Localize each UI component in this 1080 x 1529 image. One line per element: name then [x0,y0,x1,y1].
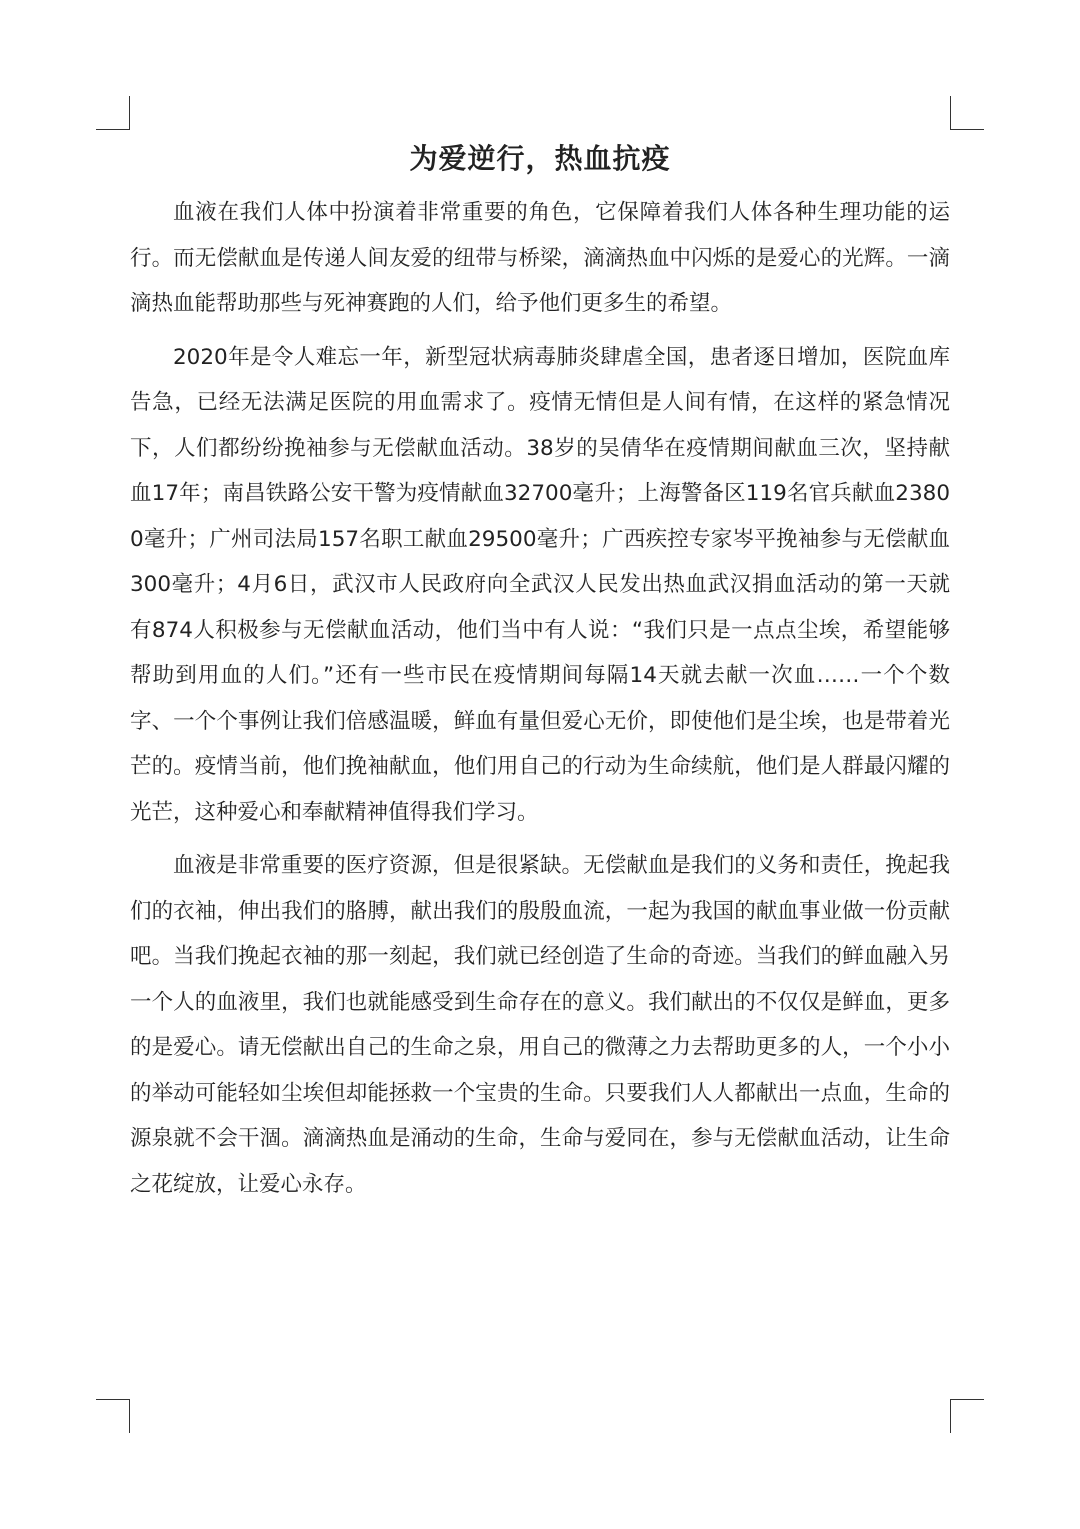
paragraph-1: 血液在我们人体中扮演着非常重要的角色，它保障着我们人体各种生理功能的运行。而无偿献血是传递人间友爱的纽带与桥梁，滴滴热血中闪烁的是爱心的光辉。一滴滴热血能帮助那些与死神赛跑的人们，给予他们更多生的希望。 [130,200,950,316]
page-corner-mark-bottom-left [96,1399,130,1433]
document-title: 为爱逆行，热血抗疫 [409,142,671,175]
document-body [130,136,950,1215]
page-corner-mark-top-left [96,96,130,130]
paragraph-2: 2020年是令人难忘一年，新型冠状病毒肺炎肆虐全国，患者逐日增加，医院血库告急，已经无法满足医院的用血需求了。疫情无情但是人间有情，在这样的紧急情况下，人们都纷纷挽袖参与无偿献血活动。38岁的吴倩华在疫情期间献血三次，坚持献血17年；南昌铁路公安干警为疫情献血32700毫升；上海警备区119名官兵献血23800毫升；广州司法局157名职工献血29500毫升；广西疾控专家岑平挽袖参与无偿献血300毫升；4月6日，武汉市人民政府向全武汉人民发出热血武汉捐血活动的第一天就有874人积极参与无偿献血活动，他们当中有人说：“我们只是一点点尘埃，希望能够帮助到用血的人们。”还有一些市民在疫情期间每隔14天就去献一次血……一个个数字、一个个事例让我们倍感温暖，鲜血有量但爱心无价，即使他们是尘埃，也是带着光芒的。疫情当前，他们挽袖献血，他们用自己的行动为生命续航，他们是人群最闪耀的光芒，这种爱心和奉献精神值得我们学习。 [130,344,950,825]
paragraph-3: 血液是非常重要的医疗资源，但是很紧缺。无偿献血是我们的义务和责任，挽起我们的衣袖，伸出我们的胳膊，献出我们的殷殷血流，一起为我国的献血事业做一份贡献吧。当我们挽起衣袖的那一刻起，我们就已经创造了生命的奇迹。当我们的鲜血融入另一个人的血液里，我们也就能感受到生命存在的意义。我们献出的不仅仅是鲜血，更多的是爱心。请无偿献出自己的生命之泉，用自己的微薄之力去帮助更多的人，一个小小的举动可能轻如尘埃但却能拯救一个宝贵的生命。只要我们人人都献出一点血，生命的源泉就不会干涸。滴滴热血是涌动的生命，生命与爱同在，参与无偿献血活动，让生命之花绽放，让爱心永存。 [130,853,950,1197]
page-corner-mark-top-right [950,96,984,130]
page-corner-mark-bottom-right [950,1399,984,1433]
